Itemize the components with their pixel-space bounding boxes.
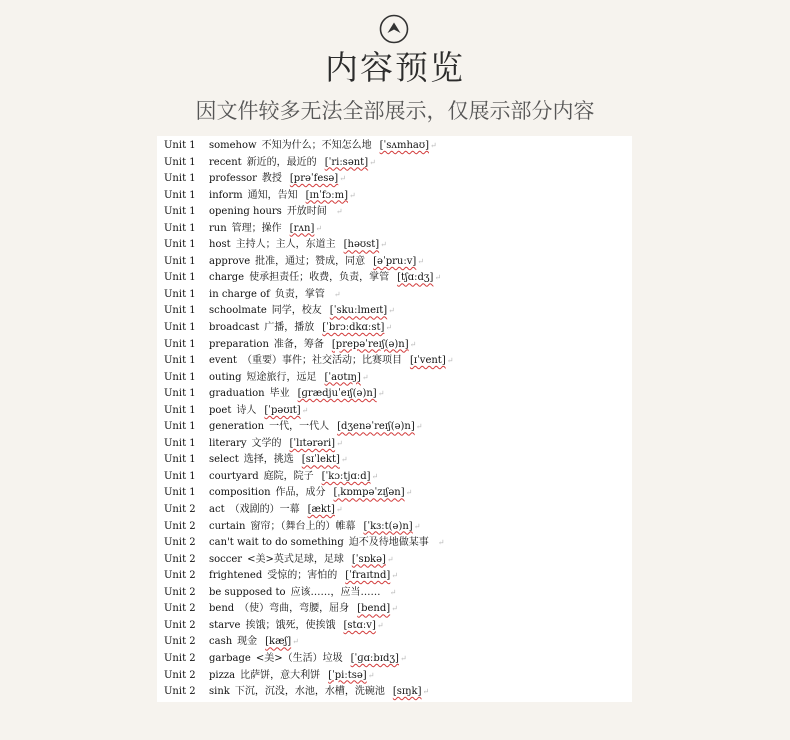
paragraph-mark-icon: ↵ [315, 223, 323, 233]
paragraph-mark-icon: ↵ [371, 471, 379, 481]
vocab-phonetic: [ˈpiːtsə] [328, 669, 367, 681]
vocab-meaning: 选择，挑选 [243, 454, 294, 466]
chevron-up-circle-icon [379, 14, 409, 44]
paragraph-mark-icon: ↵ [369, 157, 376, 167]
vocab-meaning: 主持人；主人，东道主 [235, 239, 336, 251]
unit-label: Unit 2 [164, 686, 196, 698]
vocab-list [164, 138, 632, 701]
vocab-word: pizza [209, 669, 236, 681]
vocab-word: approve [209, 255, 251, 267]
vocab-row [164, 535, 632, 552]
vocab-phonetic: [ˈlɪtərəri] [289, 437, 336, 449]
vocab-row [164, 303, 632, 320]
unit-label: Unit 1 [164, 404, 196, 416]
paragraph-mark-icon: ↵ [335, 207, 343, 217]
vocab-row [164, 320, 632, 337]
vocab-phonetic: [ɪˈvent] [409, 355, 446, 367]
page-title: 内容预览 [325, 48, 465, 87]
vocab-meaning: 一代，一代人 [269, 421, 330, 433]
vocab-meaning: 短途旅行，远足 [246, 371, 317, 383]
vocab-word: composition [209, 487, 271, 499]
vocab-word: frightened [209, 570, 263, 582]
vocab-meaning: 受惊的；害怕的 [267, 570, 338, 582]
paragraph-mark-icon: ↵ [391, 604, 398, 614]
vocab-word: somehow [209, 140, 257, 151]
vocab-meaning: （使）弯曲，弯腰，屈身 [239, 603, 350, 615]
vocab-meaning: <美>英式足球，足球 [247, 553, 344, 565]
vocab-row [164, 601, 632, 618]
unit-label: Unit 1 [164, 222, 196, 234]
vocab-meaning: 比萨饼，意大利饼 [240, 669, 321, 681]
vocab-meaning: 开放时间 [286, 206, 327, 218]
page-subtitle: 因文件较多无法全部展示，仅展示部分内容 [195, 99, 595, 123]
paragraph-mark-icon: ↵ [399, 653, 407, 663]
vocab-meaning: 应该……，应当…… [290, 586, 381, 598]
vocab-phonetic: [ɡrædjuˈeɪʃ(ə)n] [297, 388, 377, 400]
vocab-phonetic: [ˈfraɪtnd] [345, 570, 391, 582]
vocab-phonetic: [bend] [357, 603, 391, 615]
vocab-word: run [209, 222, 227, 234]
paragraph-mark-icon: ↵ [340, 455, 348, 465]
vocab-meaning: 迫不及待地做某事 [348, 537, 429, 549]
paragraph-mark-icon: ↵ [292, 637, 299, 647]
paragraph-mark-icon: ↵ [377, 389, 385, 399]
unit-label: Unit 2 [164, 553, 196, 565]
vocab-row [164, 337, 632, 354]
vocab-meaning: 准备，筹备 [273, 338, 324, 350]
vocab-word: host [209, 239, 231, 251]
unit-label: Unit 2 [164, 537, 196, 549]
vocab-word: can't wait to do something [209, 537, 344, 549]
vocab-phonetic: [ˈɡɑːbɪdʒ] [350, 652, 399, 664]
vocab-word: outing [209, 371, 242, 383]
vocab-row [164, 469, 632, 486]
vocab-phonetic: [tʃɑːdʒ] [397, 272, 434, 284]
vocab-meaning: 庭院，院子 [263, 470, 314, 482]
paragraph-mark-icon: ↵ [409, 339, 417, 349]
vocab-word: graduation [209, 388, 265, 400]
vocab-phonetic: [rʌn] [289, 222, 315, 234]
vocab-meaning: 诗人 [236, 404, 257, 416]
vocab-row [164, 568, 632, 585]
vocab-meaning: 文学的 [251, 437, 282, 449]
vocab-word: act [209, 504, 225, 516]
vocab-meaning: 管理；操作 [231, 222, 282, 234]
paragraph-mark-icon: ↵ [380, 240, 387, 250]
vocab-word: bend [209, 603, 235, 615]
vocab-phonetic: [ˈpəʊɪt] [264, 404, 301, 416]
paragraph-mark-icon: ↵ [430, 141, 437, 150]
vocab-row [164, 188, 632, 205]
paragraph-mark-icon: ↵ [348, 190, 356, 200]
vocab-word: select [209, 454, 239, 466]
vocab-phonetic: [prəˈfesə] [289, 173, 339, 185]
vocab-meaning: 不知为什么；不知怎么地 [261, 140, 372, 151]
unit-label: Unit 1 [164, 487, 196, 499]
vocab-word: literary [209, 437, 247, 449]
vocab-word: generation [209, 421, 265, 433]
paragraph-mark-icon: ↵ [336, 438, 343, 448]
unit-label: Unit 1 [164, 338, 196, 350]
paragraph-mark-icon: ↵ [415, 422, 423, 432]
document-preview [157, 136, 632, 702]
unit-label: Unit 1 [164, 322, 196, 334]
vocab-word: recent [209, 156, 242, 168]
vocab-meaning: 窗帘；（舞台上的）帷幕 [250, 520, 356, 532]
vocab-word: inform [209, 189, 243, 201]
vocab-row [164, 370, 632, 387]
vocab-meaning: 挨饿；饿死，使挨饿 [245, 619, 336, 631]
unit-label: Unit 1 [164, 454, 196, 466]
unit-label: Unit 1 [164, 272, 196, 284]
vocab-phonetic: [kæʃ] [265, 636, 292, 648]
vocab-row [164, 403, 632, 420]
vocab-phonetic: [ɪnˈfɔːm] [305, 189, 348, 201]
vocab-word: charge [209, 272, 245, 284]
unit-label: Unit 2 [164, 504, 196, 516]
unit-label: Unit 2 [164, 520, 196, 532]
unit-label: Unit 2 [164, 652, 196, 664]
unit-label: Unit 1 [164, 173, 196, 185]
vocab-meaning: 教授 [261, 173, 282, 185]
paragraph-mark-icon: ↵ [339, 174, 346, 184]
paragraph-mark-icon: ↵ [437, 538, 445, 548]
vocab-meaning: 负责，掌管 [274, 288, 325, 300]
vocab-row [164, 221, 632, 238]
paragraph-mark-icon: ↵ [389, 587, 397, 597]
unit-label: Unit 1 [164, 371, 196, 383]
vocab-phonetic: [stɑːv] [343, 619, 376, 631]
paragraph-mark-icon: ↵ [376, 620, 384, 630]
vocab-phonetic: [dʒenəˈreɪʃ(ə)n] [337, 421, 415, 433]
paragraph-mark-icon: ↵ [333, 289, 341, 299]
vocab-row [164, 386, 632, 403]
unit-label: Unit 2 [164, 603, 196, 615]
vocab-word: courtyard [209, 470, 259, 482]
paragraph-mark-icon: ↵ [361, 372, 369, 382]
vocab-word: be supposed to [209, 586, 286, 598]
vocab-word: preparation [209, 338, 269, 350]
unit-label: Unit 1 [164, 421, 196, 433]
vocab-phonetic: [sɪŋk] [392, 686, 422, 698]
paragraph-mark-icon: ↵ [301, 405, 309, 415]
vocab-word: sink [209, 686, 230, 698]
unit-label: Unit 1 [164, 437, 196, 449]
vocab-row [164, 684, 632, 701]
paragraph-mark-icon: ↵ [434, 273, 442, 283]
vocab-word: in charge of [209, 288, 270, 300]
vocab-phonetic: [əˈpruːv] [373, 255, 417, 267]
vocab-row [164, 651, 632, 668]
vocab-phonetic: [ˈkɜːt(ə)n] [363, 520, 413, 532]
vocab-row [164, 287, 632, 304]
paragraph-mark-icon: ↵ [446, 356, 454, 366]
vocab-phonetic: [ˈsɒkə] [351, 553, 386, 565]
vocab-phonetic: [ˈriːsənt] [324, 156, 369, 168]
vocab-row [164, 668, 632, 685]
vocab-word: poet [209, 404, 232, 416]
vocab-meaning: 作品，成分 [275, 487, 326, 499]
paragraph-mark-icon: ↵ [367, 670, 375, 680]
vocab-meaning: 同学，校友 [271, 305, 322, 317]
vocab-row [164, 171, 632, 188]
vocab-meaning: 下沉，沉没，水池，水槽，洗碗池 [234, 686, 385, 698]
vocab-word: professor [209, 173, 257, 185]
vocab-phonetic: [ˈskuːlmeɪt] [329, 305, 388, 317]
vocab-row [164, 254, 632, 271]
vocab-row [164, 634, 632, 651]
vocab-phonetic: [ˈkɔːtjɑːd] [321, 470, 371, 482]
unit-label: Unit 1 [164, 189, 196, 201]
vocab-row [164, 237, 632, 254]
unit-label: Unit 1 [164, 470, 196, 482]
paragraph-mark-icon: ↵ [413, 521, 421, 531]
unit-label: Unit 1 [164, 305, 196, 317]
vocab-meaning: 新近的，最近的 [246, 156, 317, 168]
unit-label: Unit 1 [164, 239, 196, 251]
vocab-row [164, 552, 632, 569]
vocab-word: soccer [209, 553, 243, 565]
unit-label: Unit 1 [164, 255, 196, 267]
unit-label: Unit 2 [164, 586, 196, 598]
vocab-word: opening hours [209, 206, 282, 218]
vocab-meaning: 批准，通过；赞成，同意 [255, 255, 366, 267]
paragraph-mark-icon: ↵ [405, 488, 413, 498]
vocab-meaning: <美>（生活）垃圾 [255, 652, 343, 664]
vocab-meaning: 使承担责任；收费，负责，掌管 [249, 272, 390, 284]
paragraph-mark-icon: ↵ [335, 505, 343, 515]
vocab-meaning: 现金 [237, 636, 258, 648]
vocab-meaning: （戏剧的）一幕 [229, 504, 300, 516]
vocab-phonetic: [həʊst] [343, 239, 380, 251]
vocab-word: curtain [209, 520, 246, 532]
paragraph-mark-icon: ↵ [417, 256, 424, 266]
unit-label: Unit 2 [164, 619, 196, 631]
vocab-row [164, 502, 632, 519]
vocab-phonetic: [ˌkɒmpəˈzɪʃən] [333, 487, 405, 499]
unit-label: Unit 1 [164, 206, 196, 218]
paragraph-mark-icon: ↵ [385, 323, 393, 333]
vocab-phonetic: [prepəˈreɪʃ(ə)n] [331, 338, 409, 350]
vocab-row [164, 519, 632, 536]
unit-label: Unit 2 [164, 570, 196, 582]
unit-label: Unit 2 [164, 636, 196, 648]
paragraph-mark-icon: ↵ [422, 687, 430, 697]
vocab-phonetic: [ækt] [307, 504, 335, 516]
vocab-row [164, 436, 632, 453]
vocab-row [164, 353, 632, 370]
unit-label: Unit 1 [164, 355, 196, 367]
paragraph-mark-icon: ↵ [386, 554, 394, 564]
vocab-meaning: 通知，告知 [247, 189, 298, 201]
paragraph-mark-icon: ↵ [388, 306, 395, 316]
vocab-word: starve [209, 619, 241, 631]
unit-label: Unit 1 [164, 288, 196, 300]
vocab-row [164, 452, 632, 469]
vocab-word: schoolmate [209, 305, 267, 317]
vocab-row [164, 270, 632, 287]
vocab-row [164, 485, 632, 502]
vocab-row [164, 155, 632, 172]
paragraph-mark-icon: ↵ [391, 571, 398, 581]
vocab-phonetic: [ˈsʌmhaʊ] [379, 140, 429, 151]
unit-label: Unit 1 [164, 140, 196, 151]
unit-label: Unit 2 [164, 669, 196, 681]
vocab-row [164, 618, 632, 635]
vocab-word: broadcast [209, 322, 260, 334]
vocab-meaning: 毕业 [269, 388, 290, 400]
vocab-phonetic: [sɪˈlekt] [301, 454, 340, 466]
vocab-word: garbage [209, 652, 251, 664]
unit-label: Unit 1 [164, 156, 196, 168]
vocab-word: event [209, 355, 237, 367]
vocab-phonetic: [ˈaʊtɪŋ] [324, 371, 361, 383]
unit-label: Unit 1 [164, 388, 196, 400]
vocab-row [164, 585, 632, 602]
vocab-meaning: 广播，播放 [264, 322, 315, 334]
vocab-meaning: （重要）事件；社交活动；比赛项目 [241, 355, 402, 367]
vocab-phonetic: [ˈbrɔːdkɑːst] [322, 322, 385, 334]
vocab-row [164, 419, 632, 436]
vocab-word: cash [209, 636, 233, 648]
vocab-row [164, 138, 632, 155]
vocab-row [164, 204, 632, 221]
